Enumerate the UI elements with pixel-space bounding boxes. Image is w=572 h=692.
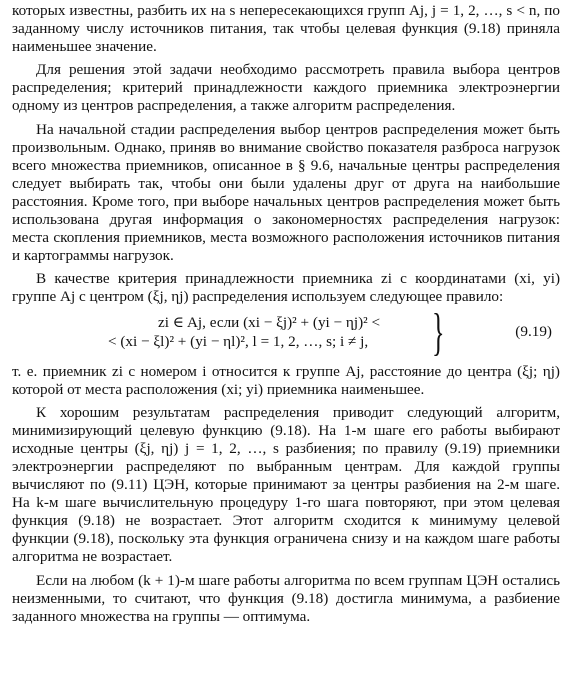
paragraph-2: Для решения этой задачи необходимо рассмотреть правила выбора центров распределения; критерий принадлежности каждого приемника электроэнергии одному из центров распределения, а также алгоритм распределения. xyxy=(12,61,560,115)
formula-number: (9.19) xyxy=(515,322,552,340)
formula-9-19 xyxy=(12,303,560,361)
paragraph-3: На начальной стадии распределения выбор центров распределения может быть произвольным. Однако, приняв во внимание свойство показателя разброса нагрузок всего множества приемников, описанное в § 9.6, начальные центры распределения следует выбирать так, чтобы они были удалены друг от друга на наибольшие расстояния. Кроме того, при выборе начальных центров распределения может быть использована другая информация о закономерностях распределения нагрузок: места скопления приемников, места возможного расположения источников питания и картограммы нагрузок. xyxy=(12,120,560,265)
formula-brace: } xyxy=(432,303,445,361)
paragraph-4: В качестве критерия принадлежности приемника zi с координатами (xi, yi) группе Aj с центром (ξj, ηj) распределения используем следующее правило: xyxy=(12,270,560,306)
paragraph-5: т. е. приемник zi с номером i относится к группе Aj, расстояние до центра (ξj; ηj) которой от места расположения (xi; yi) приемника наименьшее. xyxy=(12,362,560,398)
paragraph-7: Если на любом (k + 1)-м шаге работы алгоритма по всем группам ЦЭН остались неизменными, то считают, что функция (9.18) достигла минимума, а разбиение заданного множества на группы — оптимума. xyxy=(12,571,560,625)
formula-line-2: < (xi − ξl)² + (yi − ηl)², l = 1, 2, …, s; i ≠ j, xyxy=(108,332,369,350)
document-page xyxy=(12,2,560,626)
paragraph-1: которых известны, разбить их на s непересекающихся групп Aj, j = 1, 2, …, s < n, по заданному числу источников питания, так чтобы целевая функция (9.18) приняла наименьшее значение. xyxy=(12,2,560,56)
formula-line-1: zi ∈ Aj, если (xi − ξj)² + (yi − ηj)² < xyxy=(158,313,381,331)
paragraph-6: К хорошим результатам распределения приводит следующий алгоритм, минимизирующий целевую функцию (9.18). На 1-м шаге его работы выбирают исходные центры (ξj, ηj) j = 1, 2, …, s разбиения; по правилу (9.19) приемники электроэнергии распределяют по выбранным центрам. Для каждой группы вычисляют по (9.11) ЦЭН, которые принимают за центры разбиения на 2-м шаге. На k-м шаге вычислительную процедуру 1-го шага повторяют, при этом целевая функция (9.18) не возрастает. Этот алгоритм сходится к минимуму целевой функции (9.18), поскольку эта функция ограничена снизу и на каждом шаге работы алгоритма не возрастает. xyxy=(12,403,560,566)
